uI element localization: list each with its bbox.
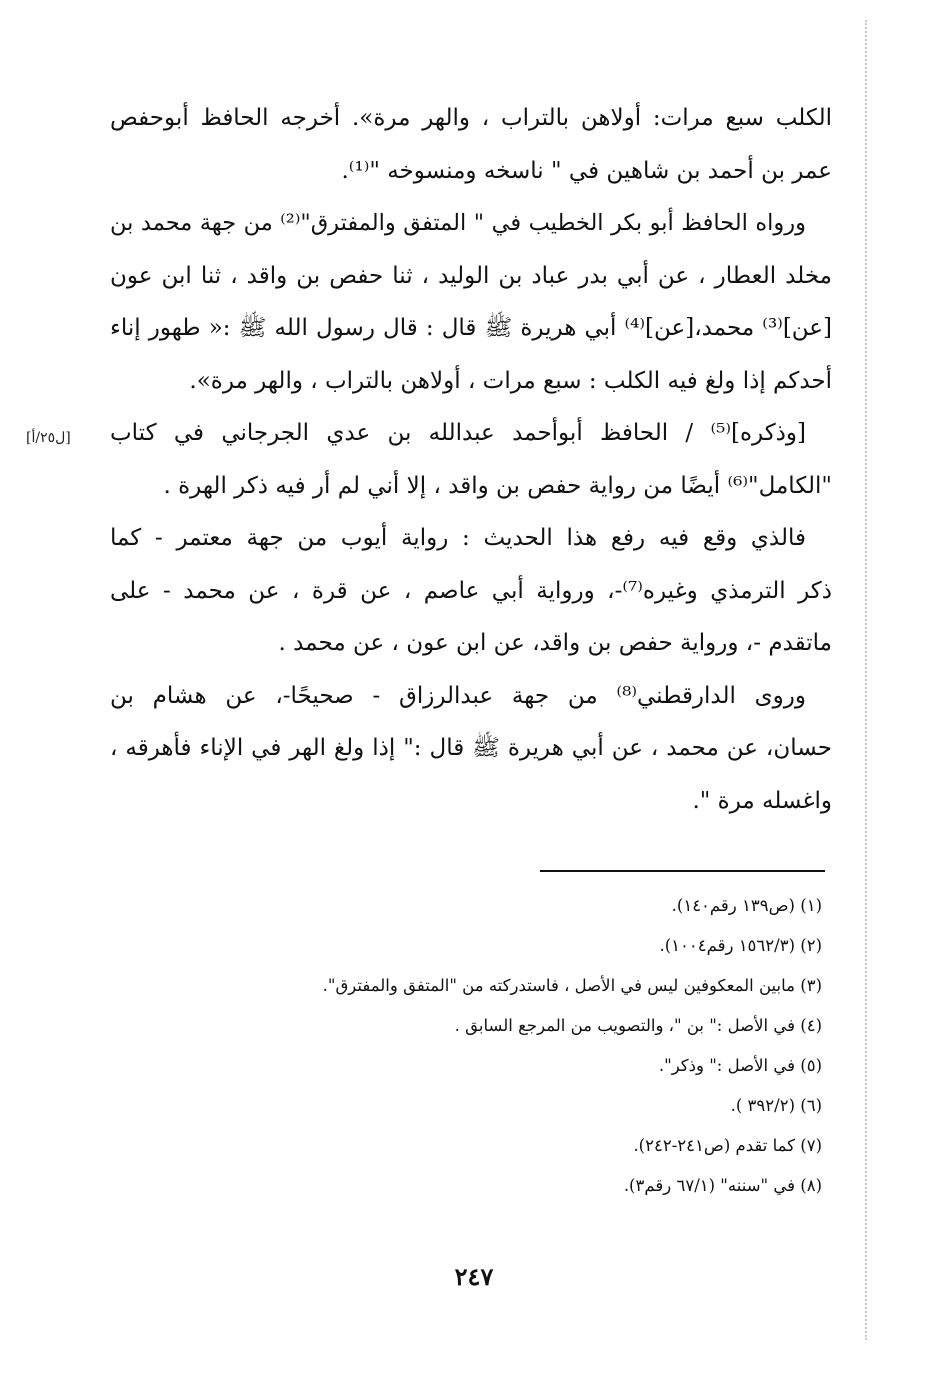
- scan-edge-dots: [865, 20, 867, 1340]
- footnote: (٨) في "سننه" (٦٧/١ رقم٣).: [623, 1176, 822, 1195]
- text-line: ماتقدم -، ورواية حفص بن واقد، عن ابن عون ، عن محمد .: [278, 630, 832, 656]
- text-line: [وذكره]⁽⁵⁾ / الحافظ أبوأحمد عبدالله بن عدي الجرجاني في كتاب: [110, 420, 806, 446]
- footnote: (٣) مابين المعكوفين ليس في الأصل ، فاستدركته من "المتفق والمفترق".: [322, 976, 822, 995]
- text-line: ذكر الترمذي وغيره⁽⁷⁾-، ورواية أبي عاصم ، عن قرة ، عن محمد - على: [110, 577, 832, 604]
- text-line: [عن]⁽³⁾ محمد،[عن]⁽⁴⁾ أبي هريرة ﷺ قال : قال رسول الله ﷺ :« طهور إناء: [110, 315, 832, 341]
- main-text: [110, 92, 832, 827]
- footnote: (٥) في الأصل :" وذكر".: [658, 1056, 822, 1075]
- footnote: (١) (ص١٣٩ رقم١٤٠).: [671, 896, 822, 915]
- footnote: (٢) (١٥٦٢/٣ رقم١٠٠٤).: [659, 936, 822, 955]
- footnote: (٦) (٣٩٢/٢ ).: [730, 1096, 822, 1115]
- page-number: ٢٤٧: [454, 1262, 494, 1291]
- footnotes: [300, 886, 822, 1206]
- text-line: مخلد العطار ، عن أبي بدر عباد بن الوليد ، ثنا حفص بن واقد ، ثنا ابن عون: [110, 262, 832, 289]
- text-line: أحدكم إذا ولغ فيه الكلب : سبع مرات ، أولاهن بالتراب ، والهر مرة».: [189, 367, 832, 394]
- text-line: حسان، عن محمد ، عن أبي هريرة ﷺ قال :" إذا ولغ الهر في الإناء فأهرقه ،: [110, 735, 832, 761]
- margin-folio-note: [ل٢٥/أ]: [26, 430, 71, 446]
- footnote: (٤) في الأصل :" بن "، والتصويب من المرجع السابق .: [454, 1016, 822, 1035]
- text-line: فالذي وقع فيه رفع هذا الحديث : رواية أيوب من جهة معتمر - كما: [110, 525, 806, 551]
- text-line: "الكامل"⁽⁶⁾ أيضًا من رواية حفص بن واقد ، إلا أني لم أر فيه ذكر الهرة .: [163, 472, 832, 499]
- footnote-separator: [540, 870, 825, 872]
- text-line: ورواه الحافظ أبو بكر الخطيب في " المتفق والمفترق"⁽²⁾ من جهة محمد بن: [110, 210, 806, 236]
- text-line: الكلب سبع مرات: أولاهن بالتراب ، والهر مرة». أخرجه الحافظ أبوحفص: [110, 105, 832, 131]
- text-line: واغسله مرة ".: [692, 787, 832, 814]
- text-line: عمر بن أحمد بن شاهين في " ناسخه ومنسوخه "⁽¹⁾.: [341, 157, 832, 184]
- text-line: وروى الدارقطني⁽⁸⁾ من جهة عبدالرزاق - صحيحًا-، عن هشام بن: [110, 682, 806, 709]
- footnote: (٧) كما تقدم (ص٢٤١-٢٤٢).: [633, 1136, 822, 1155]
